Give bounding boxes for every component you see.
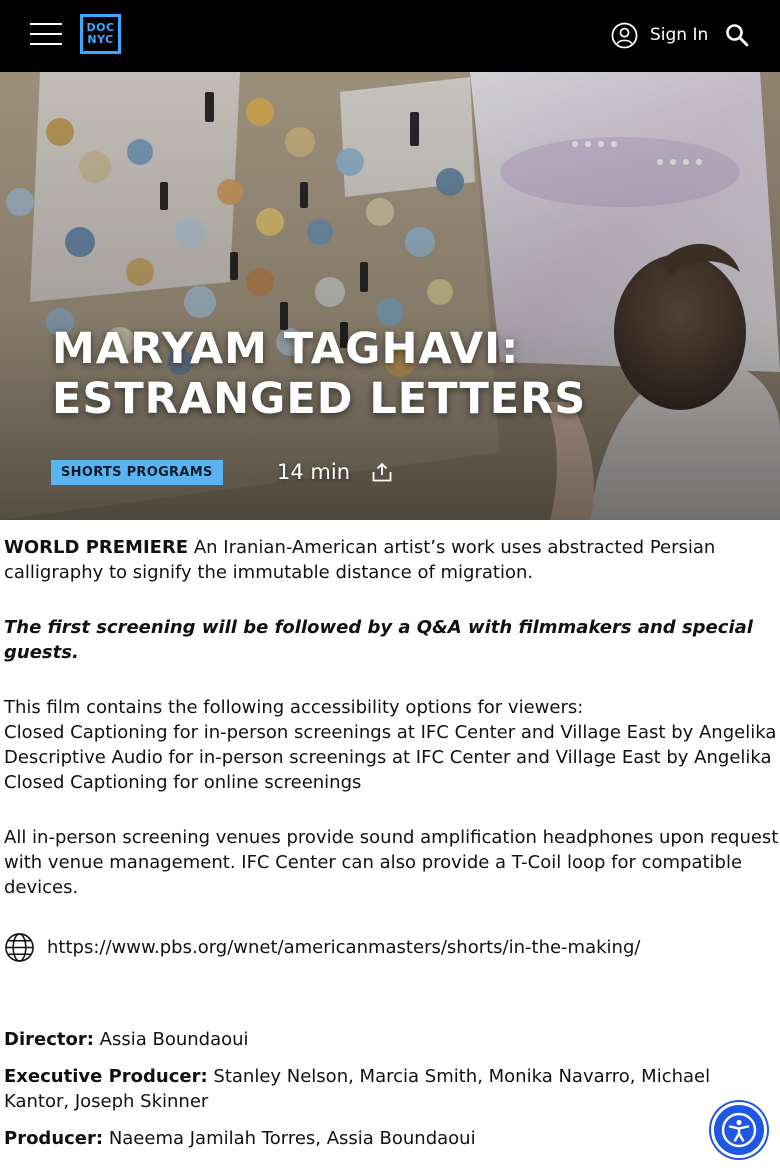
film-duration: 14 min bbox=[277, 460, 350, 484]
accessibility-intro: This film contains the following accessibility options for viewers: bbox=[4, 697, 584, 718]
search-icon[interactable] bbox=[725, 23, 749, 47]
synopsis bbox=[4, 535, 780, 585]
accessibility-option: Closed Captioning for online screenings bbox=[4, 772, 362, 793]
sign-in-button[interactable] bbox=[611, 20, 708, 50]
credit-director bbox=[4, 1027, 780, 1052]
venue-note: All in-person screening venues provide sound amplification headphones upon request with venue management. IFC Center can also provide a T-Coil loop for compatible devices. bbox=[4, 827, 779, 898]
share-icon[interactable] bbox=[371, 461, 393, 483]
film-credits bbox=[4, 1027, 780, 1163]
synopsis-text: An Iranian-American artist’s work uses abstracted Persian calligraphy to signify the immutable distance of migration. bbox=[4, 537, 716, 583]
credit-label: Executive Producer: bbox=[4, 1066, 208, 1087]
category-tag-button[interactable]: SHORTS PROGRAMS bbox=[51, 460, 223, 485]
premiere-label: WORLD PREMIERE bbox=[4, 537, 189, 558]
sign-in-label: Sign In bbox=[650, 25, 709, 45]
hero-banner bbox=[0, 72, 780, 520]
credit-value: Naeema Jamilah Torres, Assia Boundaoui bbox=[103, 1128, 476, 1149]
film-title bbox=[52, 324, 586, 424]
hamburger-menu-icon[interactable] bbox=[30, 20, 62, 48]
credit-label: Director: bbox=[4, 1029, 94, 1050]
user-icon bbox=[611, 22, 638, 49]
logo-text-top: DOC bbox=[86, 21, 115, 34]
accessibility-option: Descriptive Audio for in-person screenings at IFC Center and Village East by Angelika bbox=[4, 747, 772, 768]
film-title-line-1: MARYAM TAGHAVI: bbox=[52, 324, 520, 374]
hero-image bbox=[0, 72, 780, 520]
accessibility-icon bbox=[719, 1110, 759, 1150]
credit-value: Stanley Nelson, Marcia Smith, Monika Navarro, Michael Kantor, Joseph Skinner bbox=[4, 1066, 711, 1112]
logo-text-bottom: NYC bbox=[87, 33, 114, 46]
website-link-row bbox=[4, 930, 780, 964]
site-header bbox=[0, 0, 780, 72]
docnyc-logo[interactable] bbox=[80, 14, 121, 54]
credit-value: Assia Boundaoui bbox=[93, 1029, 249, 1050]
credit-producer bbox=[4, 1126, 780, 1151]
film-description bbox=[4, 535, 780, 964]
qa-note: The first screening will be followed by a Q&A with filmmakers and special guests. bbox=[4, 617, 753, 663]
globe-icon bbox=[4, 932, 35, 963]
accessibility-button[interactable] bbox=[711, 1102, 767, 1158]
accessibility-option: Closed Captioning for in-person screenings at IFC Center and Village East by Angelika bbox=[4, 722, 777, 743]
website-link[interactable]: https://www.pbs.org/wnet/americanmasters/shorts/in-the-making/ bbox=[47, 936, 641, 958]
film-title-line-2: ESTRANGED LETTERS bbox=[52, 374, 587, 424]
accessibility-section bbox=[4, 695, 780, 795]
credit-label: Producer: bbox=[4, 1128, 104, 1149]
credit-executive-producer bbox=[4, 1064, 780, 1114]
